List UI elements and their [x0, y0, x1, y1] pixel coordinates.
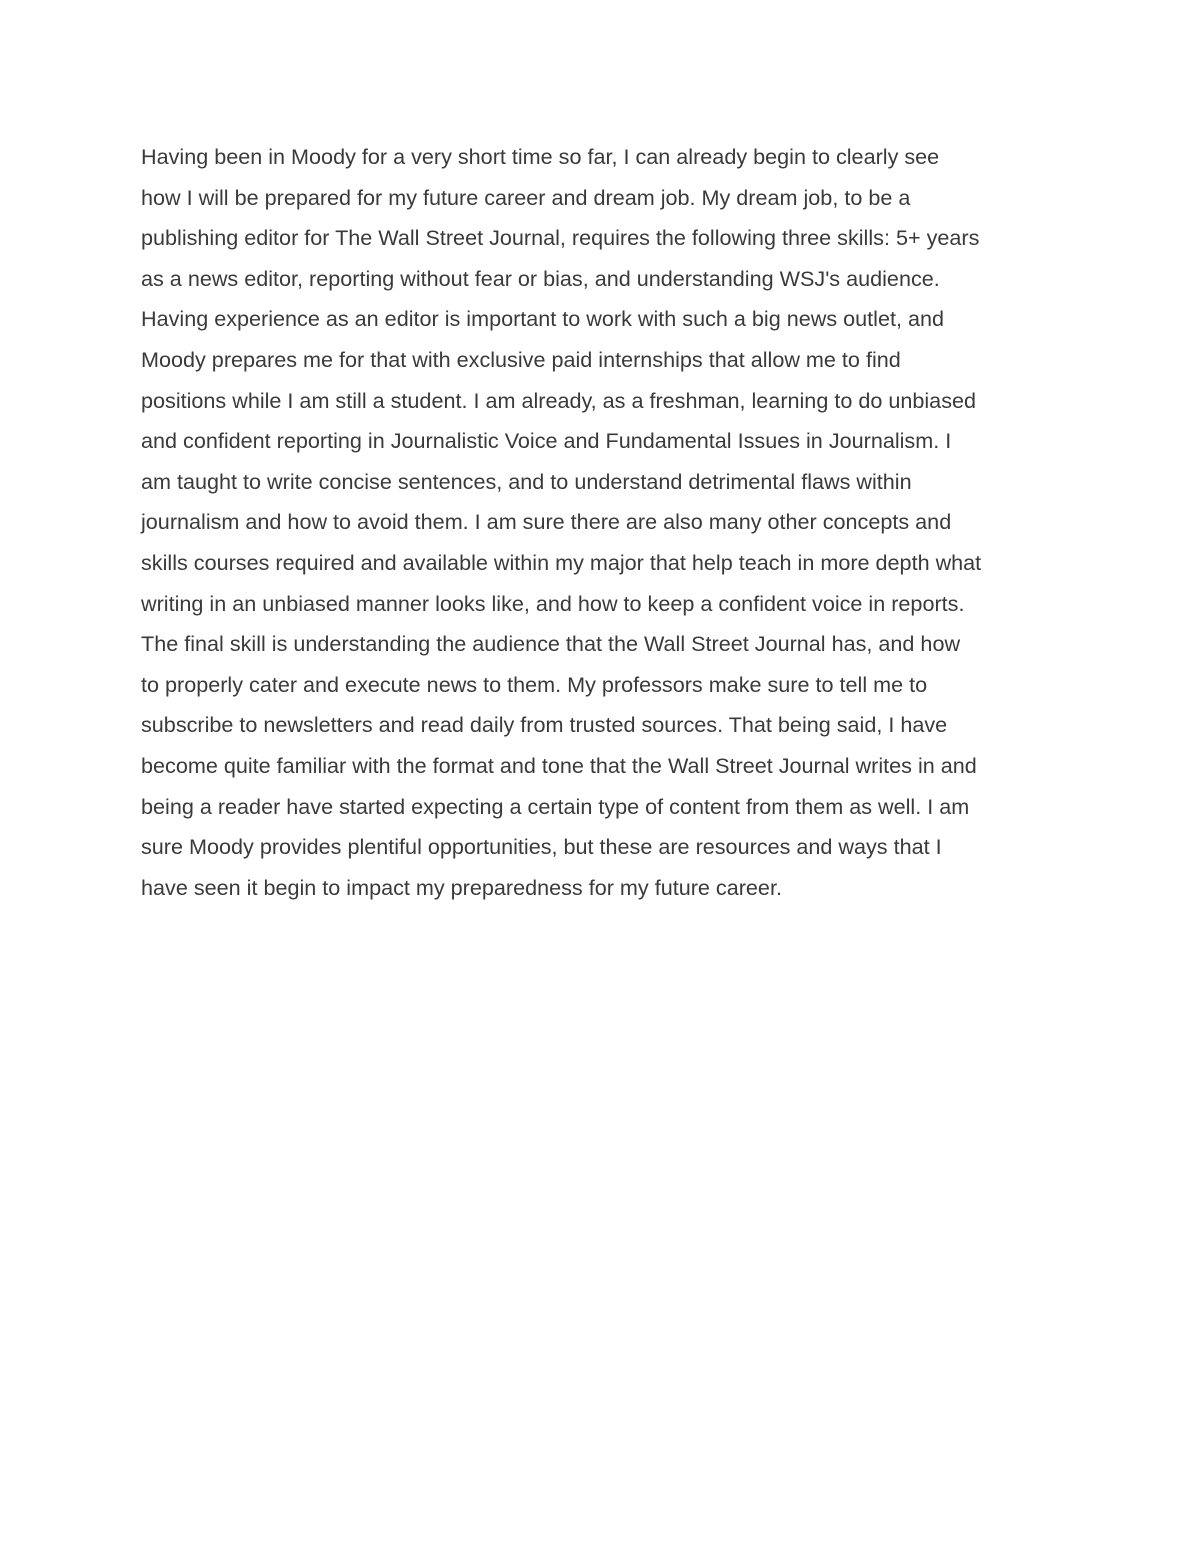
paragraph-line: Having been in Moody for a very short time so far, I can already begin to clearly see — [141, 144, 940, 169]
paragraph-line: sure Moody provides plentiful opportunities, but these are resources and ways that I — [141, 834, 942, 860]
paragraph-line: and confident reporting in Journalistic Voice and Fundamental Issues in Journalism. I — [141, 428, 952, 454]
paragraph-line: publishing editor for The Wall Street Journal, requires the following three skills: 5+ years — [141, 225, 980, 251]
paragraph-line: have seen it begin to impact my preparedness for my future career. — [141, 874, 782, 900]
paragraph-line: journalism and how to avoid them. I am sure there are also many other concepts and — [141, 509, 952, 535]
paragraph-line: skills courses required and available within my major that help teach in more depth what — [141, 549, 982, 575]
paragraph-line: to properly cater and execute news to them. My professors make sure to tell me to — [141, 671, 928, 697]
paragraph-line: become quite familiar with the format and tone that the Wall Street Journal writes in and — [141, 752, 977, 778]
paragraph-line: positions while I am still a student. I am already, as a freshman, learning to do unbiased — [141, 387, 977, 413]
body-paragraph — [141, 137, 1071, 908]
paragraph-line: subscribe to newsletters and read daily from trusted sources. That being said, I have — [141, 712, 948, 738]
paragraph-line: Having experience as an editor is important to work with such a big news outlet, and — [141, 306, 944, 332]
paragraph-line: as a news editor, reporting without fear or bias, and understanding WSJ's audience. — [141, 265, 940, 291]
paragraph-line: writing in an unbiased manner looks like, and how to keep a confident voice in reports. — [141, 590, 965, 616]
paragraph-line: being a reader have started expecting a certain type of content from them as well. I am — [141, 793, 970, 819]
paragraph-line: how I will be prepared for my future career and dream job. My dream job, to be a — [141, 184, 911, 210]
paragraph-line: Moody prepares me for that with exclusive paid internships that allow me to find — [141, 346, 901, 372]
paragraph-line: The final skill is understanding the audience that the Wall Street Journal has, and how — [141, 631, 961, 657]
paragraph-line: am taught to write concise sentences, and to understand detrimental flaws within — [141, 468, 912, 494]
